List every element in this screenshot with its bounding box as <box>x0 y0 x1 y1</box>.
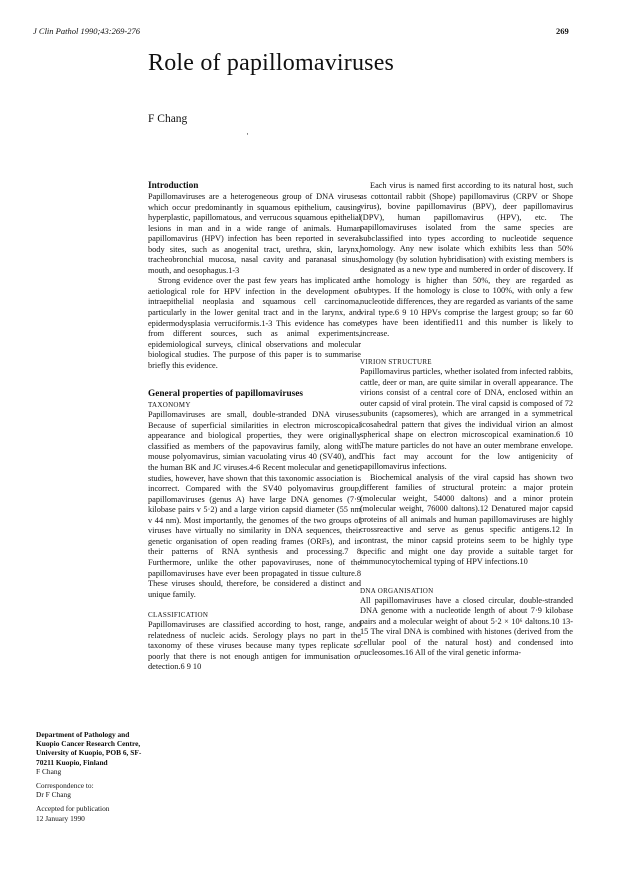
dna-organisation-heading: DNA ORGANISATION <box>360 586 434 595</box>
classification-heading: CLASSIFICATION <box>148 611 209 620</box>
article-title: Role of papillomaviruses <box>148 50 395 76</box>
taxonomy-heading: TAXONOMY <box>148 401 191 410</box>
left-column <box>148 181 361 673</box>
journal-citation: J Clin Pathol 1990;43:269-276 <box>33 26 140 36</box>
virion-structure-heading: VIRION STRUCTURE <box>360 358 432 367</box>
affiliation-department: Department of Pathology and Kuopio Cancer Research Centre, University of Kuopio, POB 6, SF-70211 Kuopio, Finland <box>36 730 142 767</box>
introduction-heading: Introduction <box>148 181 199 191</box>
correspondence-name: Dr F Chang <box>36 790 71 800</box>
affiliation-name: F Chang <box>36 766 62 776</box>
dot-mark: · <box>246 129 249 139</box>
right-column <box>360 181 573 659</box>
taxonomy-paragraph: Papillomaviruses are small, double-stranded DNA viruses. Because of superficial similarities in electron microscopical appearance and biological properties, they were originally classified as members of the papovavirus family, along with mouse polyomavirus, simian vacuolating virus 40 (SV40), and the human BK and JC viruses.4-6 Recent molecular and genetic studies, however, have shown that this taxonomic association is incorrect. Compared with the SV40 polyomavirus group, papillomaviruses (genus A) have large DNA genomes (7·9 kilobase pairs v 5·2) and a large virion capsid diameter (55 nm v 44 nm). Most importantly, the genomes of the two groups of viruses have virtually no similarity in DNA sequences, their genetic organisation of open reading frames (ORFs), and in their patterns of RNA synthesis and processing.7 8 Furthermore, unlike the other papovaviruses, none of the papillomaviruses have ever been propagated in tissue culture.8 These viruses should, therefore, be considered a distinct and unique family. <box>148 410 361 599</box>
introduction-paragraph-1: Papillomaviruses are a heterogeneous group of DNA viruses which occur predominantly in squamous epithelium, causing hyperplastic, papillomatous, and verrucous squamous epithelial lesions in man and in a wide range of animals. Human papillomavirus (HPV) infection has been reported in several body sites, such as anogenital tract, urethra, skin, larynx, tracheobronchial mucosa, nasal cavity and paranasal sinus, mouth, and oesophagus.1-3 <box>148 192 361 275</box>
introduction-paragraph-2: Strong evidence over the past few years has implicated an aetiological role for HPV infection in the development of intraepithelial neoplasia and squamous cell carcinoma, particularly in the lower genital tract and in the larynx, and epidermodysplasia verruciformis.1-3 This evidence has come from different sources, such as animal experiments, epidemiological surveys, clinical observations and molecular biological studies. The purpose of this paper is to summarise briefly this evidence. <box>148 276 361 370</box>
virion-paragraph-2: Biochemical analysis of the viral capsid has shown two different families of structural protein: a major protein (molecular weight, 54000 daltons) and a minor protein (molecular weight, 76000 daltons).12 Denatured major capsid proteins of all animals and human papillomaviruses are highly crossreactive and serve as genus specific antigens.12 In contrast, the minor capsid proteins seem to be highly type specific and might one day provide a suitable target for immunocytochemical typing of HPV infections.10 <box>360 472 573 567</box>
classification-paragraph: Papillomaviruses are classified according to host, range, and relatedness of nucleic acids. Serology plays no part in the taxonomy of these viruses because many types replicate so poorly that there is not enough antigen for immunisation or detection.6 9 10 <box>148 620 361 672</box>
general-properties-heading: General properties of papillomaviruses <box>148 389 304 400</box>
correspondence-label: Correspondence to: <box>36 781 94 791</box>
accepted-date: 12 January 1990 <box>36 813 85 823</box>
dna-paragraph: All papillomaviruses have a closed circular, double-stranded DNA genome with a nucleotide length of about 7·9 kilobase pairs and a molecular weight of about 5·2 × 10⁶ daltons.10 13-15 The viral DNA is combined with histones (derived from the cellular pool of the natural host) and condensed into nucleosomes.16 All of the viral genetic informa- <box>360 595 573 658</box>
naming-paragraph: Each virus is named first according to its natural host, such as cottontail rabbit (Shope) papillomavirus (CRPV or Shope virus), bovine papillomavirus (BPV), deer papillomavirus (DPV), human papillomavirus (HPV), etc. The papillomaviruses isolated from the same species are subclassified into types according to nucleotide sequence homology. Any new isolate which exhibits less than 50% homology (by solution hybridisation) with existing members is designated as a new type and numbered in order of discovery. If the homology is higher than 50%, they are regarded as subtypes. If the homology is close to 100%, with only a few nucleotide differences, they are regarded as variants of the same viral type.6 9 10 HPVs comprise the largest group; so far 60 types have been identified11 and this number is likely to increase. <box>360 181 573 338</box>
virion-paragraph-1: Papillomavirus particles, whether isolated from infected rabbits, cattle, deer or man, are quite similar in overall appearance. The virions consist of a central core of DNA, enclosed within an outer capsid of viral protein. The viral capsid is composed of 72 subunits (capsomeres), which are arranged in a symmetrical icosahedral pattern that gives the individual virion an almost spherical shape on electron microscopical examination.6 10 The mature particles do not have an outer membrane envelope. This fact may account for the low antigenicity of papillomavirus infections. <box>360 367 573 472</box>
accepted-label: Accepted for publication <box>36 804 110 814</box>
page-number: 269 <box>556 26 569 36</box>
affiliation-block <box>36 730 142 823</box>
article-author: F Chang <box>148 113 188 125</box>
